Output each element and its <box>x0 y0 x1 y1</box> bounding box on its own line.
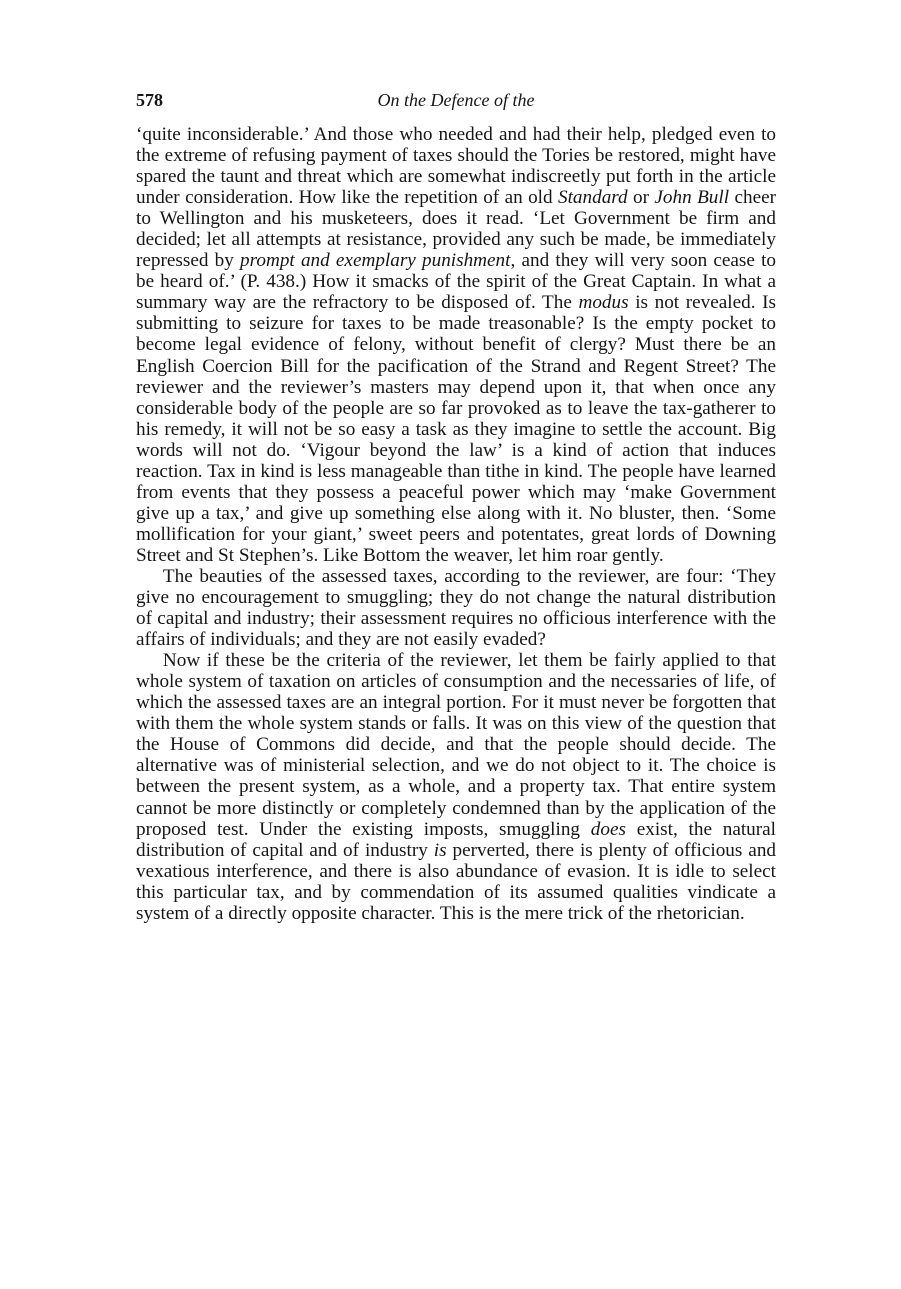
book-page <box>136 88 776 924</box>
page-header <box>136 88 776 112</box>
text-run: cheer to Wellington and his musketeers, does it read. ‘Let Government be firm and decided; let all attempts at resistance, provided any such be made, be immediately repressed by <box>136 187 776 272</box>
text-run: exist, the natural distribution of capital and of industry <box>136 818 776 861</box>
italic-run: John Bull <box>654 187 730 209</box>
paragraph-3 <box>136 650 776 924</box>
paragraph-1 <box>136 124 776 566</box>
text-run: ‘quite inconsiderable.’ And those who needed and had their help, pledged even to the extreme of refusing payment of taxes should the Tories be restored, might have spared the taunt and threat which are somewhat indiscreetly put forth in the article under consideration. How like the repetition of an old <box>136 124 776 209</box>
italic-run: does <box>590 818 626 840</box>
text-run: The beauties of the assessed taxes, according to the reviewer, are four: ‘They give no encouragement to smuggling; they do not change the natural distribution of capital and industry; their assessment requires no officious interference with the affairs of individuals; and they are not easily evaded? <box>136 565 776 651</box>
body-text <box>136 124 776 924</box>
page-number: 578 <box>136 90 163 110</box>
italic-run: is <box>433 839 447 861</box>
text-run: Now if these be the criteria of the reviewer, let them be fairly applied to that whole system of taxation on articles of consumption and the necessaries of life, of which the assessed taxes are an integral portion. For it must never be forgotten that with them the whole system stands or falls. It was on this view of the question that the House of Commons did decide, and that the people should decide. The alternative was of ministerial selection, and we do not object to it. The choice is between the present system, as a whole, and a property tax. That entire system cannot be more distinctly or completely condemned than by the application of the proposed test. Under the existing imposts, smuggling <box>136 650 776 840</box>
running-title: On the Defence of the <box>377 90 535 110</box>
text-run: is not revealed. Is submitting to seizure for taxes to be made treasonable? Is the empty pocket to become legal evidence of felony, without benefit of clergy? Must there be an English Coercion Bill for the pacification of the Strand and Regent Street? The reviewer and the reviewer’s masters may depend upon it, that when once any considerable body of the people are so far provoked as to leave the tax-gatherer to his remedy, it will not be so easy a task as they imagine to settle the account. Big words will not do. ‘Vigour beyond the law’ is a kind of action that induces reaction. Tax in kind is less manageable than tithe in kind. The people have learned from events that they possess a peaceful power which may ‘make Government give up a tax,’ and give up something else along with it. No bluster, then. ‘Some mollification for your giant,’ sweet peers and potentates, great lords of Downing Street and St Stephen’s. Like Bottom the weaver, let him roar gently. <box>136 292 776 566</box>
italic-run: prompt and exemplary punishment <box>240 250 511 272</box>
text-run: perverted, there is plenty of officious and vexatious interference, and there is also abundance of evasion. It is idle to select this particular tax, and by commendation of its assumed qualities vindicate a system of a directly opposite character. This is the mere trick of the rhetorician. <box>136 839 777 924</box>
text-run: , and they will very soon cease to be heard of.’ (P. 438.) How it smacks of the spirit of the Great Captain. In what a summary way are the refractory to be disposed of. The <box>136 250 776 314</box>
text-run: or <box>627 187 655 209</box>
italic-run: modus <box>578 292 629 314</box>
italic-run: Standard <box>557 187 628 209</box>
paragraph-2 <box>136 566 776 650</box>
